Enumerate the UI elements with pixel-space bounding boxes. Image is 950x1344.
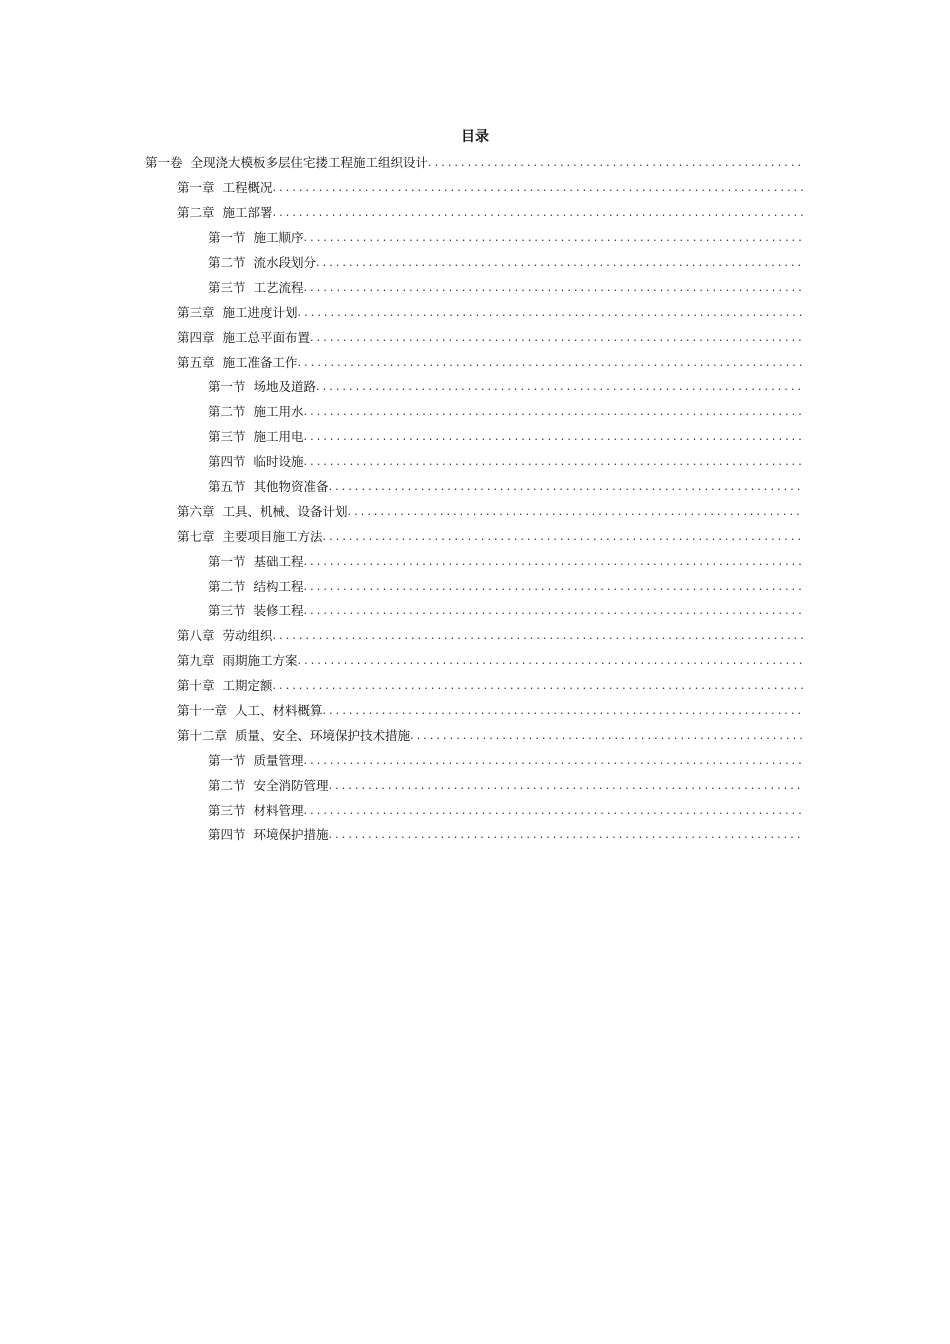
toc-entry[interactable] — [0, 773, 950, 798]
toc-entry[interactable] — [0, 624, 950, 649]
toc-entry-number: 第五章 — [177, 354, 215, 370]
toc-dot-leader — [298, 305, 803, 321]
toc-entry-number: 第三节 — [208, 429, 246, 445]
toc-entry-text: 工程概况 — [222, 180, 273, 196]
toc-dot-leader — [304, 404, 803, 420]
toc-entry-number: 第一节 — [208, 553, 246, 569]
toc-entry-number: 第三节 — [208, 802, 246, 818]
toc-entry-text: 质量管理 — [253, 752, 304, 768]
toc-entry[interactable] — [0, 176, 950, 201]
toc-entry-text: 安全消防管理 — [253, 777, 329, 793]
toc-entry-text: 基础工程 — [253, 553, 304, 569]
toc-entry-text: 雨期施工方案 — [222, 653, 298, 669]
toc-dot-leader — [323, 529, 803, 545]
toc-dot-leader — [304, 579, 803, 595]
toc-entry-number: 第六章 — [177, 503, 215, 519]
toc-entry-number: 第八章 — [177, 628, 215, 644]
toc-entry[interactable] — [0, 400, 950, 425]
toc-entry[interactable] — [0, 450, 950, 475]
toc-entry[interactable] — [0, 674, 950, 699]
toc-dot-leader — [304, 603, 803, 619]
toc-entry-number: 第二章 — [177, 205, 215, 221]
toc-entry-number: 第一节 — [208, 752, 246, 768]
toc-entry-text: 施工进度计划 — [222, 304, 298, 320]
toc-entry-number: 第三节 — [208, 279, 246, 295]
toc-dot-leader — [298, 653, 803, 669]
toc-dot-leader — [304, 554, 803, 570]
toc-entry[interactable] — [0, 350, 950, 375]
toc-dot-leader — [304, 429, 803, 445]
toc-entry[interactable] — [0, 549, 950, 574]
toc-dot-leader — [323, 703, 803, 719]
toc-entry-number: 第一节 — [208, 230, 246, 246]
toc-dot-leader — [304, 230, 803, 246]
toc-entry-number: 第十二章 — [177, 727, 228, 743]
toc-entry-text: 主要项目施工方法 — [222, 528, 323, 544]
toc-dot-leader — [304, 280, 803, 296]
toc-entry[interactable] — [0, 748, 950, 773]
toc-entry-number: 第一卷 — [145, 155, 183, 171]
toc-entry[interactable] — [0, 499, 950, 524]
toc-entry[interactable] — [0, 823, 950, 848]
toc-dot-leader — [316, 379, 803, 395]
toc-entry-text: 材料管理 — [253, 802, 304, 818]
toc-entry-text: 施工准备工作 — [222, 354, 298, 370]
toc-entry[interactable] — [0, 275, 950, 300]
toc-entry-number: 第七章 — [177, 528, 215, 544]
toc-dot-leader — [273, 180, 803, 196]
toc-entry-number: 第九章 — [177, 653, 215, 669]
toc-entry-text: 工期定额 — [222, 678, 273, 694]
toc-entry[interactable] — [0, 325, 950, 350]
toc-entry-text: 质量、安全、环境保护技术措施 — [235, 727, 411, 743]
toc-entry-text: 流水段划分 — [253, 255, 317, 270]
toc-entry[interactable] — [0, 649, 950, 674]
toc-entry[interactable] — [0, 251, 950, 276]
toc-dot-leader — [316, 255, 803, 271]
toc-entry-number: 第四节 — [208, 454, 246, 470]
toc-entry-number: 第二节 — [208, 578, 246, 594]
toc-entry[interactable] — [0, 425, 950, 450]
toc-entry[interactable] — [0, 798, 950, 823]
toc-entry-text: 人工、材料概算 — [235, 703, 323, 719]
toc-dot-leader — [410, 728, 803, 744]
toc-entry[interactable] — [0, 699, 950, 724]
toc-entry-number: 第二节 — [208, 777, 246, 793]
toc-dot-leader — [329, 479, 803, 495]
toc-entry-text: 施工顺序 — [253, 230, 304, 246]
toc-entry-text: 结构工程 — [253, 578, 304, 594]
toc-entry[interactable] — [0, 375, 950, 400]
toc-entry-number: 第十一章 — [177, 703, 228, 719]
toc-entry-number: 第二节 — [208, 404, 246, 420]
toc-entry-number: 第三节 — [208, 603, 246, 619]
toc-entry[interactable] — [0, 151, 950, 176]
toc-entry-text: 全现浇大模板多层住宅搂工程施工组织设计 — [190, 155, 429, 171]
toc-dot-leader — [273, 628, 803, 644]
toc-entry-number: 第十章 — [177, 678, 215, 694]
toc-entry-text: 工具、机械、设备计划 — [222, 503, 348, 519]
toc-entry-text: 施工用电 — [253, 429, 304, 445]
toc-entry[interactable] — [0, 300, 950, 325]
toc-entry-number: 第四节 — [208, 827, 246, 843]
toc-dot-leader — [304, 803, 803, 819]
toc-entry-text: 施工用水 — [253, 404, 304, 420]
toc-entry-text: 环境保护措施 — [253, 827, 329, 843]
toc-dot-leader — [428, 155, 803, 171]
toc-dot-leader — [273, 678, 803, 694]
toc-entry-text: 工艺流程 — [253, 279, 304, 295]
toc-dot-leader — [304, 753, 803, 769]
toc-dot-leader — [298, 355, 803, 371]
toc-list — [0, 151, 950, 848]
toc-dot-leader — [310, 330, 803, 346]
toc-entry-text: 装修工程 — [253, 603, 304, 619]
toc-entry[interactable] — [0, 201, 950, 226]
toc-title: 目录 — [461, 129, 489, 145]
toc-entry-text: 其他物资准备 — [253, 479, 329, 495]
toc-dot-leader — [329, 778, 803, 794]
toc-entry[interactable] — [0, 723, 950, 748]
toc-entry-number: 第三章 — [177, 304, 215, 320]
toc-entry[interactable] — [0, 599, 950, 624]
toc-entry[interactable] — [0, 475, 950, 500]
toc-entry-text: 施工部署 — [222, 205, 273, 221]
toc-entry-text: 施工总平面布置 — [222, 329, 311, 345]
toc-dot-leader — [329, 827, 803, 843]
toc-dot-leader — [304, 454, 803, 470]
toc-entry[interactable] — [0, 574, 950, 599]
toc-entry-number: 第一节 — [208, 379, 246, 395]
toc-entry[interactable] — [0, 524, 950, 549]
toc-entry-text: 临时设施 — [253, 454, 304, 470]
toc-entry-text: 场地及道路 — [253, 379, 317, 395]
toc-entry-number: 第五节 — [208, 479, 246, 495]
toc-entry[interactable] — [0, 226, 950, 251]
toc-dot-leader — [273, 205, 803, 221]
toc-dot-leader — [348, 504, 803, 520]
toc-entry-number: 第一章 — [177, 180, 215, 196]
toc-entry-number: 第二节 — [208, 255, 246, 270]
toc-entry-text: 劳动组织 — [222, 628, 273, 644]
toc-entry-number: 第四章 — [177, 329, 215, 345]
